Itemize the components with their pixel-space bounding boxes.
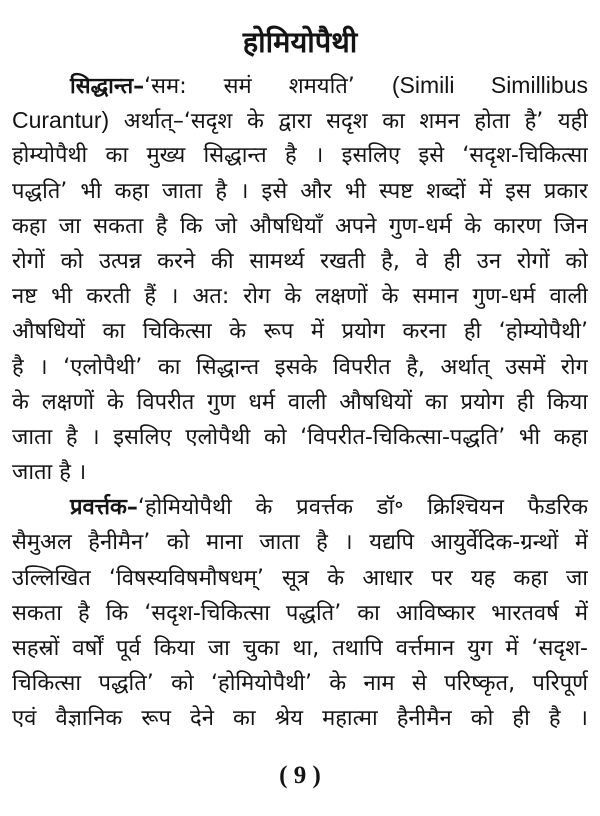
text-line: पद्धति’ भी कहा जाता है । इसे और भी स्पष्ट शब्दों में इस प्रकार — [12, 178, 588, 204]
text-line-last: जाता है । — [12, 460, 87, 486]
text-line: होम्योपैथी का मुख्य सिद्धान्त है । इसलिए इसे ‘सदृश-चिकित्सा — [12, 143, 588, 169]
text-line: सैमुअल हैनीमैन’ को माना जाता है । यद्यपि आयुर्वेदिक-ग्रन्थों में — [12, 530, 588, 556]
text-line: सहस्रों वर्षों पूर्व किया जा चुका था, तथापि वर्त्तमान युग में ‘सदृश- — [12, 636, 588, 661]
text-line: औषधियों का चिकित्सा के रूप में प्रयोग करना ही ‘होम्योपैथी’ — [12, 319, 588, 345]
text-line: चिकित्सा पद्धति’ को ‘होमियोपैथी’ के नाम से परिष्कृत, परिपूर्ण — [12, 671, 588, 697]
text-line: नष्ट भी करती हैं । अत: रोग के लक्षणों के समान गुण-धर्म वाली — [12, 284, 588, 310]
text-fragment: ‘होमियोपैथी के प्रवर्त्तक डॉ॰ क्रिश्चियन फैडरिक — [137, 495, 588, 521]
section-heading-founder: प्रवर्त्तक– — [70, 495, 138, 521]
text-fragment: अर्थात्–‘सदृश के द्वारा सदृश का शमन होता है’ यही — [109, 109, 588, 135]
text-line — [12, 68, 588, 103]
text-line: कहा जा सकता है कि जो औषधियाँ अपने गुण-धर्म के कारण जिन — [12, 213, 588, 239]
book-page — [12, 22, 588, 737]
founder-paragraph — [12, 490, 588, 736]
page-number: ( 9 ) — [279, 762, 321, 789]
text-line: सकता है कि ‘सदृश-चिकित्सा पद्धति’ का आविष्कार भारतवर्ष में — [12, 600, 588, 626]
sanskrit-maxim: ‘सम: समं शमयति’ — [144, 74, 392, 99]
text-line — [12, 490, 588, 525]
text-line: एवं वैज्ञानिक रूप देने का श्रेय महात्मा हैनीमैन को ही है । — [12, 706, 588, 732]
text-line: जाता है । इसलिए एलोपैथी को ‘विपरीत-चिकित्सा-पद्धति’ भी कहा — [12, 424, 588, 450]
text-line: रोगों को उत्पन्न करने की सामर्थ्य रखती है, वे ही उन रोगों को — [12, 248, 588, 274]
principle-paragraph — [12, 68, 588, 490]
latin-phrase-end: Curantur) — [12, 107, 110, 134]
text-line: है । ‘एलोपैथी’ का सिद्धान्त इसके विपरीत है, अर्थात् उसमें रोग — [12, 354, 588, 380]
text-line — [12, 103, 588, 138]
latin-phrase: (Simili Simillibus — [391, 72, 588, 98]
text-line: उल्लिखित ‘विषस्यविषमौषधम्’ सूत्र के आधार पर यह कहा जा — [12, 565, 588, 591]
section-heading-principle: सिद्धान्त– — [70, 74, 145, 99]
text-line: के लक्षणों के विपरीत गुण धर्म वाली औषधियों का प्रयोग ही किया — [12, 389, 588, 415]
page-title: होमियोपैथी — [242, 25, 358, 59]
